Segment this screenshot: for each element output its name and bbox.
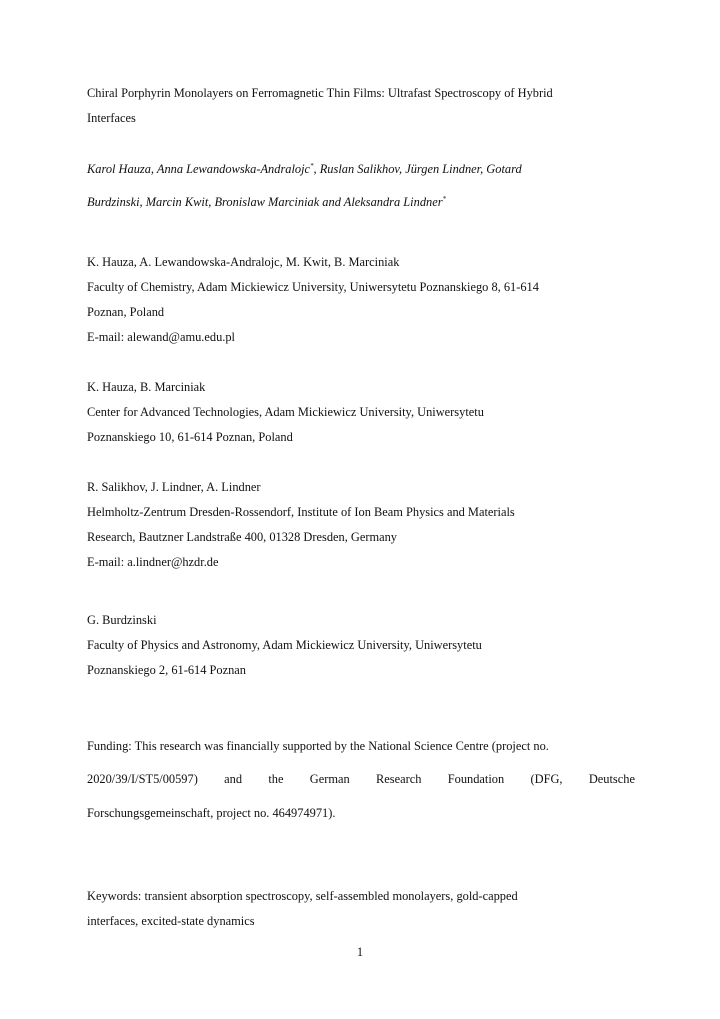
corresponding-mark-2: * bbox=[442, 195, 447, 203]
affiliation-address-line-1: Center for Advanced Technologies, Adam Mickiewicz University, Uniwersytetu bbox=[87, 405, 484, 419]
affiliation-address-line-2: Poznanskiego 10, 61-614 Poznan, Poland bbox=[87, 430, 293, 444]
corresponding-mark-1: * bbox=[310, 162, 314, 170]
author-text-1b: , Ruslan Salikhov, Jürgen Lindner, Gotard bbox=[313, 162, 522, 176]
affiliation-address-line-1: Faculty of Chemistry, Adam Mickiewicz University, Uniwersytetu Poznanskiego 8, 61-614 bbox=[87, 280, 539, 294]
funding-line-3: Forschungsgemeinschaft, project no. 464974971). bbox=[87, 806, 336, 820]
funding-line-1: Funding: This research was financially supported by the National Science Centre (project no. bbox=[87, 739, 549, 753]
funding-word: Foundation bbox=[447, 772, 505, 786]
affiliation-names: R. Salikhov, J. Lindner, A. Lindner bbox=[87, 480, 261, 494]
author-text-2a: Burdzinski, Marcin Kwit, Bronislaw Marciniak and Aleksandra Lindner bbox=[87, 195, 443, 209]
funding-word: and bbox=[224, 772, 243, 786]
funding-word: Deutsche bbox=[588, 772, 635, 786]
funding-word: Research bbox=[376, 772, 422, 786]
author-line-1 bbox=[87, 162, 522, 177]
affiliation-address-line-1: Helmholtz-Zentrum Dresden-Rossendorf, Institute of Ion Beam Physics and Materials bbox=[87, 505, 515, 519]
affiliation-names: K. Hauza, A. Lewandowska-Andralojc, M. Kwit, B. Marciniak bbox=[87, 255, 400, 269]
affiliation-email: E-mail: a.lindner@hzdr.de bbox=[87, 555, 219, 569]
affiliation-address-line-2: Poznanskiego 2, 61-614 Poznan bbox=[87, 663, 246, 677]
affiliation-address-line-2: Research, Bautzner Landstraße 400, 01328 Dresden, Germany bbox=[87, 530, 398, 544]
author-text-1a: Karol Hauza, Anna Lewandowska-Andralojc bbox=[87, 162, 311, 176]
affiliation-email: E-mail: alewand@amu.edu.pl bbox=[87, 330, 236, 344]
page-number: 1 bbox=[356, 945, 364, 959]
keywords-line-1: Keywords: transient absorption spectroscopy, self-assembled monolayers, gold-capped bbox=[87, 889, 518, 903]
affiliation-address-line-2: Poznan, Poland bbox=[87, 305, 165, 319]
keywords-line-2: interfaces, excited-state dynamics bbox=[87, 914, 255, 928]
title-line-2: Interfaces bbox=[87, 111, 136, 125]
title-line-1: Chiral Porphyrin Monolayers on Ferromagnetic Thin Films: Ultrafast Spectroscopy of Hybrid bbox=[87, 86, 553, 100]
funding-word: the bbox=[268, 772, 284, 786]
affiliation-names: K. Hauza, B. Marciniak bbox=[87, 380, 206, 394]
author-line-2 bbox=[87, 195, 446, 210]
funding-line-2 bbox=[87, 772, 635, 787]
funding-word: (DFG, bbox=[530, 772, 563, 786]
affiliation-names: G. Burdzinski bbox=[87, 613, 157, 627]
funding-word: German bbox=[309, 772, 350, 786]
affiliation-address-line-1: Faculty of Physics and Astronomy, Adam Mickiewicz University, Uniwersytetu bbox=[87, 638, 482, 652]
funding-word: 2020/39/I/ST5/00597) bbox=[87, 772, 198, 786]
